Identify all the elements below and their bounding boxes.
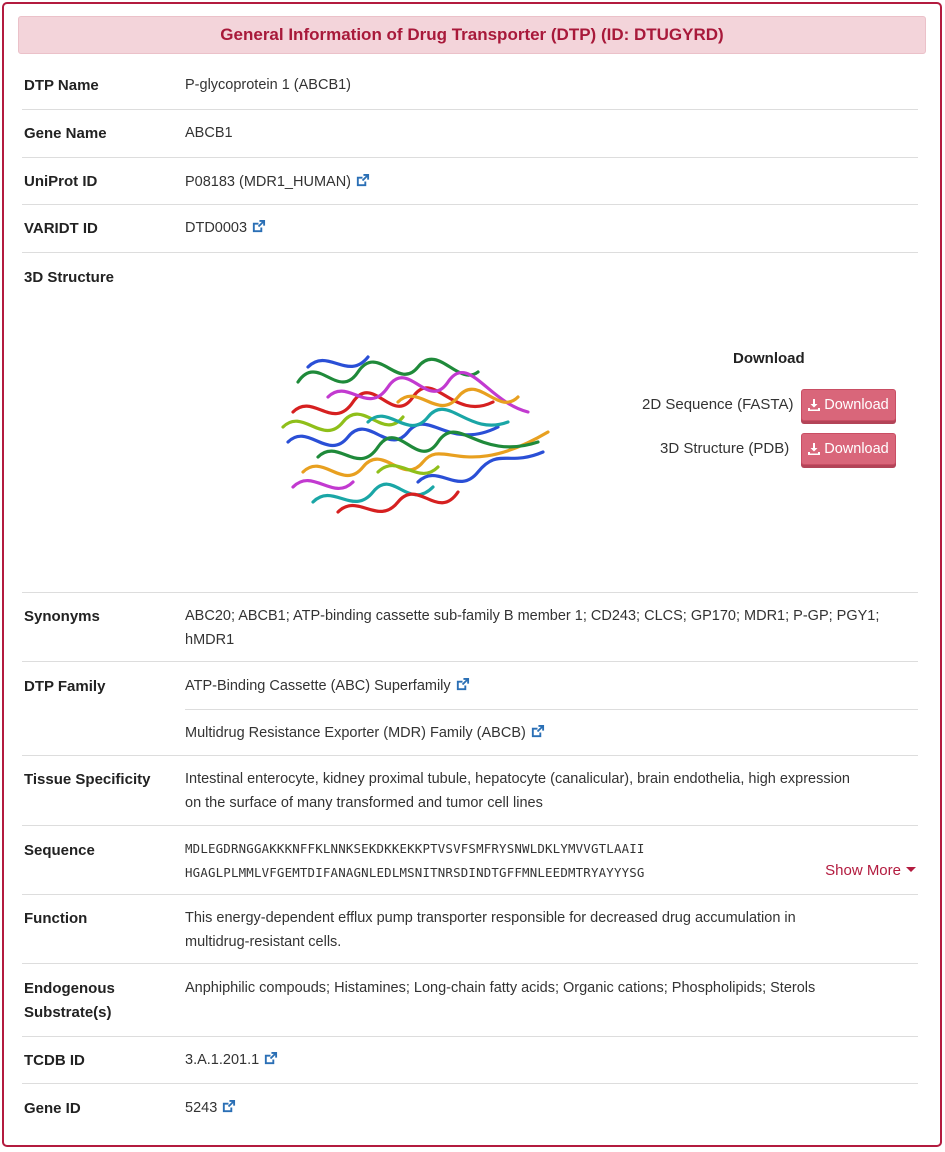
uniprot-id-label: UniProt ID [24,173,98,190]
substrates-label-line-2: Substrate(s) [24,1004,112,1021]
substrates-label-line-1: Endogenous [24,980,115,997]
function-value [185,906,918,954]
download-icon [808,443,820,455]
function-label: Function [24,910,88,927]
protein-3d-structure-image [268,342,560,534]
pdb-label: 3D Structure (PDB) [660,440,790,457]
fasta-label: 2D Sequence (FASTA) [642,396,794,413]
caret-down-icon [906,867,916,872]
row-gene-name [22,109,918,157]
varidt-id-link[interactable] [185,216,918,240]
download-fasta-label: Download [824,397,889,413]
dtp-family-value-2: Multidrug Resistance Exporter (MDR) Family (ABCB) [185,725,526,741]
substrates-value: Anphiphilic compouds; Histamines; Long-chain fatty acids; Organic cations; Phospholipids; Sterols [185,980,816,996]
synonyms-line-2: hMDR1 [185,632,235,648]
row-synonyms [22,592,918,662]
dtp-name-value: P-glycoprotein 1 (ABCB1) [185,77,352,93]
dtp-family-label: DTP Family [24,678,106,695]
gene-name-label: Gene Name [24,125,107,142]
varidt-id-label: VARIDT ID [24,220,98,237]
row-sequence [22,825,918,894]
download-pdb-button[interactable] [801,433,896,465]
external-link-icon[interactable] [355,173,370,188]
synonyms-line-1: ABC20; ABCB1; ATP-binding cassette sub-family B member 1; CD243; CLCS; GP170; MDR1; P-GP; PGY1; [185,608,880,624]
tissue-line-2: on the surface of many transformed and tumor cell lines [185,795,543,811]
row-dtp-family [22,661,918,755]
dtp-family-link-2[interactable] [185,721,545,745]
sequence-value [185,837,788,885]
dtp-family-subrow [185,709,918,756]
download-icon [808,399,820,411]
structure-label: 3D Structure [24,269,115,286]
external-link-icon[interactable] [530,724,545,739]
gene-id-link[interactable] [185,1096,918,1120]
row-endogenous-substrates [22,963,918,1036]
synonyms-value [185,604,918,652]
external-link-icon[interactable] [251,219,266,234]
row-dtp-name [22,62,918,110]
download-title: Download [733,350,805,367]
sequence-line-1: MDLEGDRNGGAKKKNFFKLNNKSEKDKKEKKPTVSVFSMFRYSNWLDKLYMVVGTLAAII [185,841,645,856]
tcdb-id-label: TCDB ID [24,1052,85,1069]
uniprot-id-link[interactable] [185,170,918,194]
substrates-label [24,977,115,1025]
dtp-family-value-1: ATP-Binding Cassette (ABC) Superfamily [185,678,451,694]
gene-id-value: 5243 [185,1100,218,1116]
row-tissue-specificity [22,755,918,825]
varidt-id-value: DTD0003 [185,220,248,236]
synonyms-label: Synonyms [24,608,100,625]
row-function [22,894,918,964]
tissue-value [185,767,918,815]
uniprot-id-value: P08183 (MDR1_HUMAN) [185,174,351,190]
download-fasta-button[interactable] [801,389,896,421]
tcdb-id-link[interactable] [185,1048,918,1072]
panel-header: General Information of Drug Transporter (DTP) (ID: DTUGYRD) [18,16,926,54]
download-pdb-label: Download [824,441,889,457]
function-line-1: This energy-dependent efflux pump transporter responsible for decreased drug accumulation in [185,910,796,926]
row-gene-id [22,1083,918,1133]
sequence-line-2: HGAGLPLMMLVFGEMTDIFANAGNLEDLMSNITNRSDINDTGFFMNLEEDMTRYAYYYSG [185,865,645,880]
tissue-label: Tissue Specificity [24,771,151,788]
external-link-icon[interactable] [221,1099,236,1114]
external-link-icon[interactable] [455,677,470,692]
dtp-family-link-1[interactable] [185,674,918,698]
row-tcdb-id [22,1036,918,1084]
external-link-icon[interactable] [263,1051,278,1066]
tcdb-id-value: 3.A.1.201.1 [185,1052,260,1068]
sequence-label: Sequence [24,842,95,859]
gene-name-value: ABCB1 [185,125,233,141]
row-varidt-id [22,204,918,252]
dtp-name-label: DTP Name [24,77,99,94]
tissue-line-1: Intestinal enterocyte, kidney proximal tubule, hepatocyte (canalicular), brain endothelia, high expression [185,771,850,787]
show-more-button[interactable] [825,859,916,883]
function-line-2: multidrug-resistant cells. [185,934,342,950]
gene-id-label: Gene ID [24,1100,81,1117]
row-uniprot-id [22,157,918,204]
show-more-label: Show More [825,862,901,879]
